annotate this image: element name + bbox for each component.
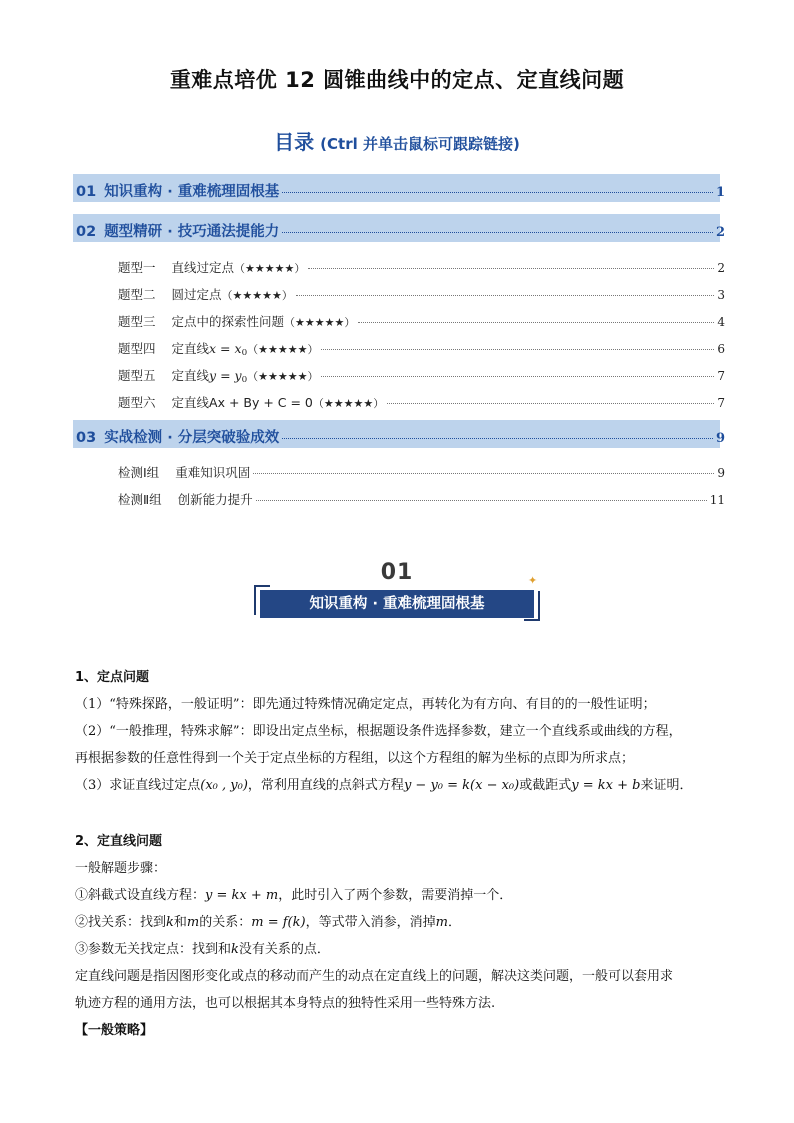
section-fixed-point — [75, 664, 725, 799]
toc-link-section-02[interactable]: 02 题型精研 · 技巧通法提能力 2 — [76, 224, 725, 240]
leader-dots — [321, 376, 714, 377]
toc-link-type-1[interactable]: 题型一 直线过定点 （★★★★★） 2 — [118, 260, 725, 275]
toc-link-section-03[interactable]: 03 实战检测 · 分层突破验成效 9 — [76, 430, 725, 446]
heading-fixed-point: 1、定点问题 — [75, 670, 150, 685]
math-point-slope: y − y₀ = k(x − x₀) — [403, 778, 520, 793]
math-fixed-point: (x₀ , y₀) — [200, 778, 248, 793]
leader-dots — [387, 403, 714, 404]
toc-link-test-2[interactable]: 检测Ⅱ组 创新能力提升 11 — [118, 492, 725, 507]
sparkle-icon: ✦ — [528, 574, 538, 587]
toc-title — [0, 126, 794, 155]
toc-link-type-4[interactable]: 题型四 定直线 x = x0 （★★★★★） 6 — [118, 341, 725, 359]
math-slope-intercept: y = kx + b — [571, 778, 641, 793]
step-1: ①斜截式设直线方程：y = kx + m，此时引入了两个参数，需要消掉一个． — [75, 888, 513, 903]
paragraph-2a: （2）“一般推理，特殊求解”：即设出定点坐标，根据题设条件选择参数，建立一个直线系或曲线的方程， — [75, 724, 682, 739]
section-number: 01 — [380, 560, 414, 585]
paragraph-2b: 再根据参数的任意性得到一个关于定点坐标的方程组，以这个方程组的解为坐标的点即为所求点； — [75, 751, 635, 766]
document-title: 重难点培优 12 圆锥曲线中的定点、定直线问题 — [169, 68, 625, 92]
toc-link-type-2[interactable]: 题型二 圆过定点 （★★★★★） 3 — [118, 287, 725, 302]
math-x-eq-x0: x = x0 — [209, 341, 248, 359]
leader-dots — [253, 473, 714, 474]
toc-link-section-01[interactable]: 01 知识重构 · 重难梳理固根基 1 — [76, 184, 725, 200]
toc-heading: 目录 — [274, 130, 315, 154]
paragraph-4a: 定直线问题是指因图形变化或点的移动而产生的动点在定直线上的问题，解决这类问题，一般可以套用求 — [75, 969, 674, 984]
math-m-eq-fk: m = f(k) — [251, 915, 306, 930]
section-fixed-line — [75, 828, 725, 1044]
leader-dots — [358, 322, 714, 323]
paragraph-4b: 轨迹方程的通用方法，也可以根据其本身特点的独特性采用一些特殊方法. — [75, 996, 496, 1011]
leader-dots — [282, 438, 713, 439]
leader-dots — [296, 295, 715, 296]
leader-dots — [256, 500, 707, 501]
toc-note: (Ctrl 并单击鼠标可跟踪链接) — [320, 135, 520, 153]
toc-link-type-6[interactable]: 题型六 定直线Ax + By + C = 0 （★★★★★） 7 — [118, 395, 725, 410]
heading-fixed-line: 2、定直线问题 — [75, 834, 163, 849]
steps-title: 一般解题步骤： — [75, 861, 167, 876]
paragraph-3: （3）求证直线过定点(x₀ , y₀)，常利用直线的点斜式方程y − y₀ = k(x − x₀)或截距式y = kx + b来证明． — [75, 778, 693, 793]
leader-dots — [321, 349, 714, 350]
step-2: ②找关系：找到k和m的关系：m = f(k)，等式带入消参，消掉m． — [75, 915, 461, 930]
math-y-eq-y0: y = y0 — [209, 368, 248, 386]
toc-link-type-5[interactable]: 题型五 定直线 y = y0 （★★★★★） 7 — [118, 368, 725, 386]
leader-dots — [308, 268, 714, 269]
section-banner: 知识重构 · 重难梳理固根基 — [260, 590, 534, 618]
strategy-heading: 【一般策略】 — [75, 1023, 154, 1038]
step-3: ③参数无关找定点：找到和k没有关系的点． — [75, 942, 330, 957]
leader-dots — [282, 192, 713, 193]
toc-link-test-1[interactable]: 检测Ⅰ组 重难知识巩固 9 — [118, 465, 725, 480]
math-line-eq: y = kx + m — [205, 888, 279, 903]
leader-dots — [282, 232, 713, 233]
paragraph-1: （1）“特殊探路，一般证明”：即先通过特殊情况确定定点，再转化为有方向、有目的的一般性证明； — [75, 697, 656, 712]
toc-link-type-3[interactable]: 题型三 定点中的探索性问题 （★★★★★） 4 — [118, 314, 725, 329]
